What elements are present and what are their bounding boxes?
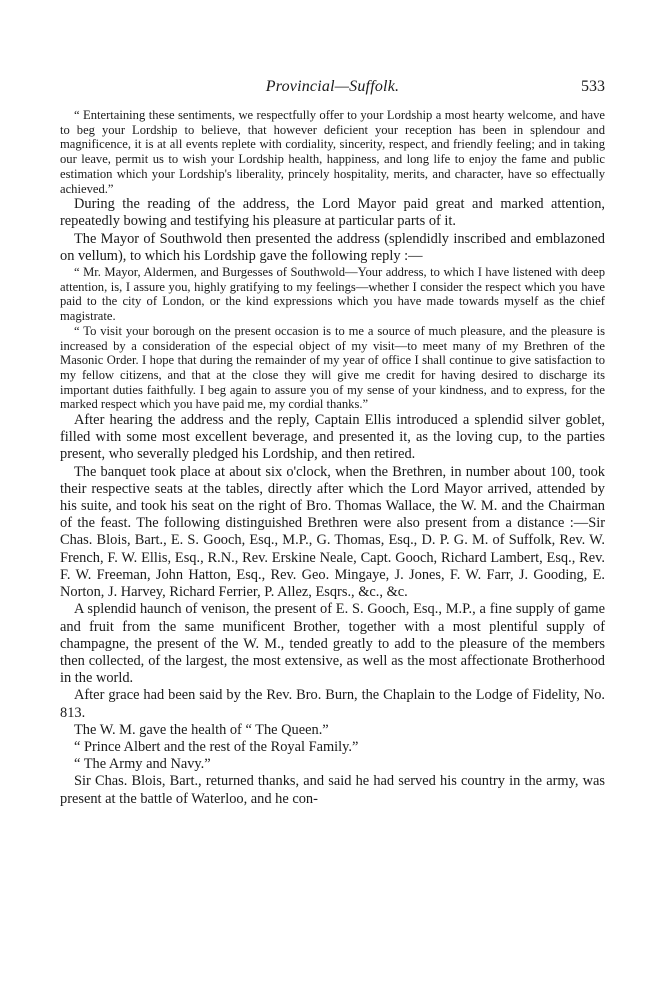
banquet-paragraph: The banquet took place at about six o'clock, when the Brethren, in number about 100, took their respective seats at the tables, directly after which the Lord Mayor arrived, attended by his suite, and took his seat on the right of Bro. Thomas Wallace, the W. M. and the Chairman of the feast. The following distinguished Brethren were also present from a distance :—Sir Chas. Blois, Bart., E. S. Gooch, Esq., M.P., G. Thomas, Esq., D. P. G. M. of Suffolk, Rev. W. French, F. W. Ellis, Esq., R.N., Rev. Erskine Neale, Capt. Gooch, Richard Lambert, Esq., Rev. F. W. Freeman, John Hatton, Esq., Rev. Geo. Mingaye, J. Jones, F. W. Farr, J. Gooding, E. Norton, J. Harvey, Richard Ferrier, P. Allez, Esqrs., &c., &c.	[60, 463, 605, 601]
toast-army-navy-paragraph: “ The Army and Navy.”	[74, 756, 211, 773]
lordship-reply-paragraph-1: “ Mr. Mayor, Aldermen, and Burgesses of Southwold—Your address, to which I have listened with deep attention, is, I assure you, highly gratifying to my feelings—whether I consider the respect which you have paid to the city of London, or the kind expressions which you have made towards myself as the chief magistrate.	[60, 265, 605, 324]
southwold-presentation-paragraph: The Mayor of Southwold then presented the address (splendidly inscribed and emblazoned on vellum), to which his Lordship gave the following reply :—	[60, 230, 605, 264]
venison-paragraph: A splendid haunch of venison, the present of E. S. Gooch, Esq., M.P., a fine supply of game and fruit from the same munificent Brother, together with a most plentiful supply of champagne, the present of the W. M., tended greatly to add to the pleasure of the members then collected, of the largest, the most extensive, as well as the most affectionate Brotherhood in the world.	[60, 601, 605, 687]
page-number: 533	[581, 78, 605, 95]
address-closing-paragraph: “ Entertaining these sentiments, we respectfully offer to your Lordship a most hearty welcome, and have to beg your Lordship to believe, that however deficient your reception has been in splendour and magnificence, it is at all events replete with cordiality, sincerity, respect, and friendly feeling; and in taking our leave, permit us to wish your Lordship health, happiness, and long life to enjoy the fame and public estimation which your Lordship's liberality, princely hospitality, merits, and character, have so effectually achieved.”	[60, 108, 605, 196]
reading-of-address-paragraph: During the reading of the address, the Lord Mayor paid great and marked attention, repeatedly bowing and testifying his pleasure at particular parts of it.	[60, 196, 605, 230]
running-title: Provincial—Suffolk.	[265, 78, 400, 95]
grace-paragraph: After grace had been said by the Rev. Bro. Burn, the Chaplain to the Lodge of Fidelity, No. 813.	[60, 687, 605, 721]
toast-royal-family-paragraph: “ Prince Albert and the rest of the Royal Family.”	[74, 738, 359, 755]
running-head	[60, 78, 605, 98]
sir-chas-blois-paragraph: Sir Chas. Blois, Bart., returned thanks, and said he had served his country in the army, was present at the battle of Waterloo, and he con-	[60, 773, 605, 807]
loving-cup-paragraph: After hearing the address and the reply, Captain Ellis introduced a splendid silver goblet, filled with some most excellent beverage, and presented it, as the loving cup, to the parties present, who severally pledged his Lordship, and then retired.	[60, 412, 605, 463]
page-body	[60, 108, 605, 808]
toast-queen-paragraph: The W. M. gave the health of “ The Queen.”	[74, 721, 329, 738]
lordship-reply-paragraph-2: “ To visit your borough on the present occasion is to me a source of much pleasure, and the pleasure is increased by a consideration of the especial object of my visit—to meet many of my Brethren of the Masonic Order. I hope that during the remainder of my year of office I shall continue to give satisfaction to my fellow citizens, and that at the close they will give me credit for having desired to discharge its important duties faithfully. I beg again to assure you of my sense of your kindness, and to express, for the marked respect which you have paid me, my cordial thanks.”	[60, 323, 605, 412]
